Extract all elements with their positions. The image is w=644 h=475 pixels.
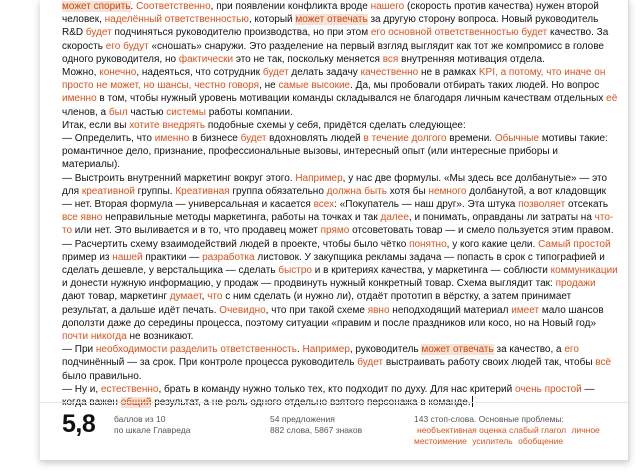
text-fragment: (скорость против качества) нужен второй человек, xyxy=(62,1,599,26)
highlighted-word[interactable]: далее xyxy=(380,212,409,224)
highlighted-word[interactable]: всех xyxy=(313,199,335,211)
sentence-count: 54 предложения xyxy=(270,414,335,424)
text-fragment: работы компании. xyxy=(205,106,293,118)
highlighted-word[interactable]: естественно xyxy=(100,383,159,395)
text-fragment: делать задачу xyxy=(288,67,361,79)
text-fragment: группы. xyxy=(134,185,176,197)
highlighted-word[interactable]: должна быть xyxy=(326,185,387,197)
highlighted-word[interactable]: именно xyxy=(62,93,97,105)
text-fragment: , который xyxy=(248,14,296,26)
text-fragment: — Определить, что xyxy=(62,133,155,145)
highlighted-word-strong[interactable]: может спорить xyxy=(62,1,131,12)
text-fragment: дают товар, маркетинг xyxy=(62,291,170,303)
highlighted-word[interactable]: фактически xyxy=(178,53,234,65)
highlighted-word[interactable]: явно xyxy=(367,304,390,316)
text-fragment: за качество, а xyxy=(493,344,565,356)
text-fragment: , и понимать, оправданы ли затраты на xyxy=(408,212,595,224)
text-paragraph xyxy=(62,0,618,66)
score-caption-line-2: по шкале Главреда xyxy=(114,425,191,435)
text-fragment: , не xyxy=(259,80,279,92)
editor-page xyxy=(40,0,629,461)
highlighted-word[interactable]: будет xyxy=(357,357,384,369)
highlighted-word[interactable]: системы xyxy=(166,106,206,118)
text-fragment: не возникают. xyxy=(126,331,194,343)
text-paragraph xyxy=(62,66,618,119)
highlighted-word[interactable]: почти никогда xyxy=(62,331,127,343)
text-fragment: , при появлении конфликта вроде xyxy=(210,1,371,12)
text-fragment: , у нас две формулы. «Мы здесь все долбанутые» — это для xyxy=(62,172,608,197)
text-fragment: и донести нужную информацию, у продаж — продвинуть нужный конкретный товар. Схема выглядит так: xyxy=(62,278,556,290)
text-fragment: , у кого какие цели. xyxy=(446,238,539,250)
issues-summary xyxy=(414,414,624,447)
issue-link[interactable]: обобщение xyxy=(518,436,564,446)
text-paragraph xyxy=(62,132,618,172)
text-fragment: выстраивать работу своих людей так, чтобы xyxy=(383,357,596,369)
highlighted-word[interactable]: Обычные xyxy=(494,133,540,145)
highlighted-word[interactable]: KPI, а потому, что иначе он просто не может, но шансы, честно говоря xyxy=(62,67,606,92)
text-fragment: пример из xyxy=(62,251,113,263)
text-fragment: группа обязательно xyxy=(229,185,327,197)
highlighted-word[interactable]: думает xyxy=(169,291,202,303)
text-fragment: — При xyxy=(62,344,96,356)
highlighted-word[interactable]: все явно xyxy=(62,212,103,224)
text-fragment: — xyxy=(584,383,595,395)
highlighted-word[interactable]: позволяет xyxy=(518,199,566,211)
score-caption xyxy=(114,414,190,436)
text-fragment: времени. xyxy=(446,133,495,145)
highlighted-word[interactable]: его xyxy=(564,344,579,356)
highlighted-word[interactable]: в течение долгого xyxy=(363,133,447,145)
text-fragment: долбанутой, а вот кладовщик — нет. Вторая формула — универсальная и касается xyxy=(62,185,607,211)
text-fragment: : «Покупатель — наш друг». Эта штука xyxy=(334,199,519,211)
text-fragment: за другую сторону вопроса. Новый руководитель R&D xyxy=(62,14,599,39)
text-fragment: практики — xyxy=(142,251,203,263)
highlighted-word[interactable]: конечно xyxy=(99,67,137,79)
text-fragment: это не так, поскольку меняется xyxy=(233,53,383,65)
highlighted-word[interactable]: её xyxy=(606,93,618,105)
highlighted-word[interactable]: будет xyxy=(85,27,112,39)
score-value: 5,8 xyxy=(62,410,96,438)
highlighted-word[interactable]: разработка xyxy=(202,251,255,263)
text-fragment: — Расчертить схему взаимодействий людей в проекте, чтобы было чётко xyxy=(62,238,410,250)
text-fragment: и в критериях качества, у маркетинга — соблюсти xyxy=(311,265,551,277)
text-fragment: неправильные методы маркетинга, работы на точках и так xyxy=(102,212,381,224)
highlighted-word[interactable]: Например xyxy=(295,172,343,184)
highlighted-word-strong[interactable]: может отвечать xyxy=(421,344,494,356)
text-paragraph xyxy=(62,238,618,344)
highlighted-word[interactable]: Например xyxy=(302,344,350,356)
highlighted-word[interactable]: всё xyxy=(595,357,612,369)
text-fragment: , xyxy=(201,291,208,303)
highlighted-word[interactable]: его будут xyxy=(105,40,149,52)
text-fragment: Можно, xyxy=(62,67,100,79)
footer-divider xyxy=(40,402,628,403)
issue-link[interactable]: усилитель xyxy=(472,436,513,446)
text-fragment: , что при такой схеме xyxy=(265,304,368,316)
highlighted-word[interactable]: коммуникации xyxy=(550,265,618,277)
highlighted-word[interactable]: понятно xyxy=(409,238,447,250)
word-char-count: 882 слова, 5867 знаков xyxy=(270,425,363,435)
highlighted-word[interactable]: наделённый ответственностью xyxy=(104,14,249,26)
text-fragment: мотивы такие: романтичное дело, признание, профессиональные вызовы, интересный опыт (или интересные приборы и материалы). xyxy=(62,133,608,171)
text-fragment: Итак, если вы xyxy=(62,119,130,131)
highlighted-word[interactable]: был xyxy=(108,106,128,118)
text-fragment: хотя бы xyxy=(386,185,429,197)
text-fragment: , руководитель xyxy=(349,344,422,356)
text-fragment: было правильно. xyxy=(62,370,142,382)
highlighted-word[interactable]: Соответственно xyxy=(136,1,211,12)
highlighted-word[interactable]: его основной ответственностью будет xyxy=(370,27,548,39)
issue-link[interactable]: слабый глагол xyxy=(509,425,567,435)
text-fragment: неподходящий материал xyxy=(389,304,512,316)
highlighted-word[interactable]: немного xyxy=(428,185,467,197)
text-fragment: подчиняться руководителю производства, но при этом xyxy=(111,27,371,39)
highlighted-word[interactable]: нашей xyxy=(112,251,143,263)
highlighted-word[interactable]: нашего xyxy=(370,1,405,12)
highlighted-word[interactable]: качественно xyxy=(360,67,419,79)
highlighted-word[interactable]: Очевидно xyxy=(219,304,266,316)
text-fragment: качество. За скорость xyxy=(62,27,609,52)
highlighted-word[interactable]: очень простой xyxy=(514,383,582,395)
text-fragment: . Да, мы пробовали отбирать таких людей. Но вопрос xyxy=(350,80,600,92)
text-fragment: . xyxy=(130,1,137,12)
highlighted-word[interactable]: хотите внедрять xyxy=(129,119,206,131)
highlighted-word[interactable]: будет xyxy=(240,133,267,145)
text-fragment: членов, а xyxy=(62,106,109,118)
text-fragment: с ним сделать (и нужно ли), отдаёт прототип в вёрстку, а затем принимает результат, а дальше идёт печать. xyxy=(62,291,572,316)
highlighted-word[interactable]: именно xyxy=(154,133,190,145)
text-fragment: , надеяться, что сотрудник xyxy=(136,67,263,79)
text-fragment: «сношать» снаружи. Это разделение на первый взгляд выглядит как тот же компромисс в голове одного руководителя, но xyxy=(62,40,604,65)
highlighted-word[interactable]: креативной xyxy=(81,185,135,197)
text-fragment: вдохновлять людей xyxy=(266,133,364,145)
highlighted-word-strong[interactable]: может отвечать xyxy=(295,14,368,26)
editor-text-area[interactable] xyxy=(62,0,618,409)
text-fragment: — Ну и, xyxy=(62,383,101,395)
text-fragment: в бизнесе xyxy=(189,133,241,145)
highlighted-word[interactable]: будет xyxy=(262,67,289,79)
highlighted-word[interactable]: что xyxy=(207,291,223,303)
text-paragraph xyxy=(62,343,618,383)
text-fragment: не в рамках xyxy=(418,67,479,79)
highlighted-word[interactable]: прямо xyxy=(320,225,350,237)
text-fragment: мало шансов доползти даже до середины процесса, поэтому ситуации «правим и после праздников или косо, но на Новый год» xyxy=(62,304,604,329)
text-fragment: отсекать xyxy=(565,199,609,211)
issues-prefix: 143 стоп-слова. Основные проблемы: xyxy=(414,414,564,424)
text-fragment: или нет. Это выливается и в то, что продавец может xyxy=(72,225,321,237)
text-fragment: внутренняя мотивация отдела. xyxy=(398,53,545,65)
score-caption-line-1: баллов из 10 xyxy=(114,414,166,424)
text-paragraph xyxy=(62,383,618,409)
text-fragment: . xyxy=(296,344,303,356)
highlighted-word[interactable]: имеет xyxy=(511,304,540,316)
highlighted-word[interactable]: Самый простой xyxy=(538,238,611,250)
text-fragment: — Выстроить внутренний маркетинг вокруг этого. xyxy=(62,172,296,184)
text-fragment: листовок. У закупщика рекламы задача — попасть в срок с типографией и сделать дешевле, у верстальщика — сделать xyxy=(62,251,605,277)
text-paragraph xyxy=(62,119,618,132)
text-fragment: подобные схемы у себя, придётся сделать следующее: xyxy=(205,119,466,131)
highlighted-word[interactable]: необходимости разделить ответственность xyxy=(95,344,297,356)
text-stats xyxy=(270,414,362,436)
highlighted-word[interactable]: быстро xyxy=(278,265,312,277)
text-fragment: отсоветовать товар — и смело пользуется этим правом. xyxy=(349,225,614,237)
text-paragraph xyxy=(62,172,618,238)
highlighted-word[interactable]: продажи xyxy=(555,278,596,290)
highlighted-word[interactable]: вся xyxy=(382,53,399,65)
highlighted-word[interactable]: Креативная xyxy=(175,185,230,197)
text-fragment: частью xyxy=(127,106,167,118)
text-fragment: , брать в команду нужно только тех, кто подходит по духу. Для нас критерий xyxy=(158,383,515,395)
issue-link[interactable]: необъективная оценка xyxy=(417,425,507,435)
text-fragment: в том, чтобы нужный уровень мотивации команды складывался не благодаря личным качествам отдельных xyxy=(96,93,607,105)
text-fragment: подчинённый — за срок. При контроле процесса руководитель xyxy=(62,357,358,369)
highlighted-word[interactable]: самые высокие xyxy=(278,80,351,92)
highlighted-word[interactable]: что-то xyxy=(62,212,614,237)
issue-link[interactable]: личное местоимение xyxy=(414,425,600,446)
